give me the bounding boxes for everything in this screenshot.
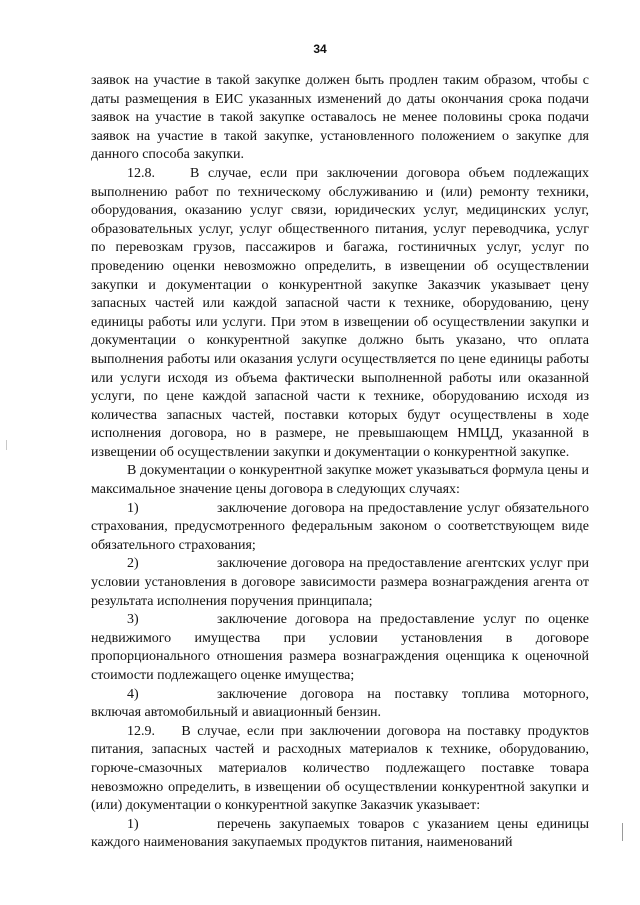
list-item bbox=[91, 686, 589, 723]
list-item-text: заключение договора на поставку топлива моторного, включая автомобильный и авиационный бензин. bbox=[91, 686, 589, 721]
scan-artifact bbox=[6, 440, 7, 450]
paragraph-12-9: 12.9. В случае, если при заключении договора на поставку продуктов питания, запасных частей и расходных материалов к технике, оборудованию, горюче-смазочных материалов количество подлежащего поставке товара невозможно определить, в извещении об осуществлении конкурентной закупки и (или) документации о конкурентной закупке Заказчик указывает: bbox=[91, 723, 589, 814]
list-item-text: перечень закупаемых товаров с указанием цены единицы каждого наименования закупаемых продуктов питания, наименований bbox=[91, 816, 589, 851]
list-item bbox=[91, 611, 589, 685]
paragraph-continuation: заявок на участие в такой закупке должен быть продлен таким образом, чтобы с даты размещения в ЕИС указанных изменений до даты окончания срока подачи заявок на участие в такой закупке оставалось не менее половины срока подачи заявок на участие в такой закупке, установленного положением о закупке для данного способа закупки. bbox=[91, 73, 589, 163]
list-item-text: заключение договора на предоставление агентских услуг при условии установления в договоре зависимости размера вознаграждения агента от результата исполнения поручения принципала; bbox=[91, 556, 589, 609]
scan-artifact bbox=[622, 823, 623, 841]
paragraph-12-8: 12.8. В случае, если при заключении договора объем подлежащих выполнению работ по техническому обслуживанию и (или) ремонту техники, оборудования, оказанию услуг связи, юридических услуг, медицинских услуг, образовательных услуг, услуг общественного питания, услуг переводчика, услуг по перевозкам грузов, пассажиров и багажа, гостиничных услуг, услуг по проведению оценки невозможно определить, в извещении об осуществлении закупки и документации о конкурентной закупке Заказчик указывает цену запасных частей или каждой запасной части к технике, оборудованию, цену единицы работы или услуги. При этом в извещении об осуществлении закупки и документации о конкурентной закупке должно быть указано, что оплата выполнения работы или оказания услуги осуществляется по цене единицы работы или услуги исходя из объема фактически выполненной работы или оказанной услуги, по цене каждой запасной части к технике, оборудованию исходя из количества запасных частей, поставки которых будут осуществлены в ходе исполнения договора, но в размере, не превышающем НМЦД, указанной в извещении об осуществлении закупки и документации о конкурентной закупке. bbox=[91, 165, 589, 460]
list-item bbox=[91, 500, 589, 556]
page-number: 34 bbox=[313, 42, 327, 56]
list-item-text: заключение договора на предоставление услуг обязательного страхования, предусмотренного федеральным законом о соответствующем виде обязательного страхования; bbox=[91, 500, 589, 553]
list-item-text: заключение договора на предоставление услуг по оценке недвижимого имущества при условии установления в договоре пропорционального отношения размера вознаграждения оценщика к оценочной стоимости подлежащего оценке имущества; bbox=[91, 612, 589, 683]
paragraph-formula-intro: В документации о конкурентной закупке может указываться формула цены и максимальное значение цены договора в следующих случаях: bbox=[91, 463, 589, 498]
list-item-number: 1) bbox=[127, 816, 139, 832]
list-item bbox=[91, 555, 589, 611]
document-body bbox=[91, 72, 589, 853]
list-item-number: 3) bbox=[127, 612, 139, 628]
list-item-number: 4) bbox=[127, 686, 139, 702]
list-item bbox=[91, 816, 589, 853]
list-item-number: 2) bbox=[127, 556, 139, 572]
list-item-number: 1) bbox=[127, 500, 139, 516]
